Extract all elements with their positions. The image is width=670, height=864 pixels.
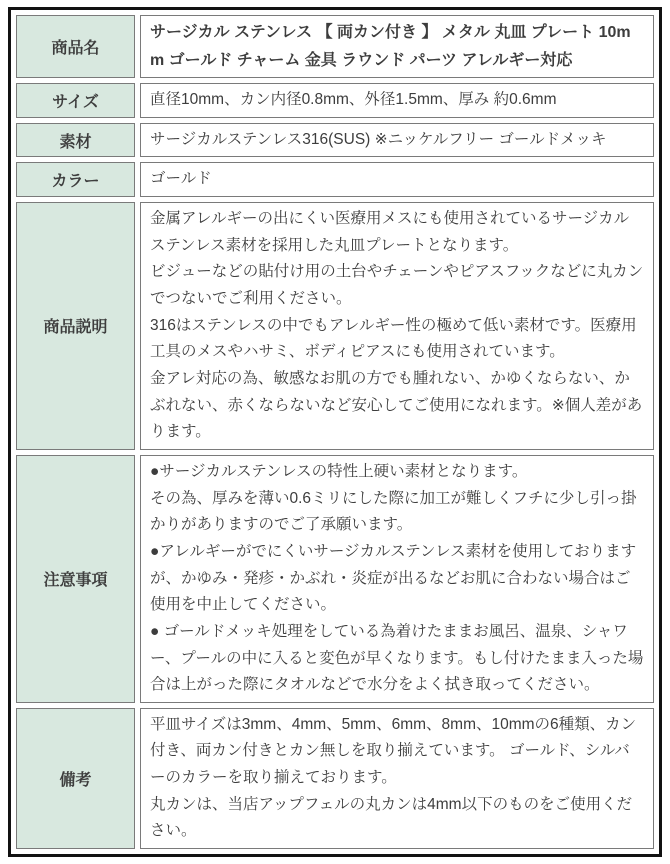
spec-line: 金属アレルギーの出にくい医療用メスにも使用されているサージカルステンレス素材を採用した丸皿プレートとなります。 [150,210,630,254]
spec-row [16,123,654,158]
spec-row-label: 素材 [16,123,135,158]
spec-line: ●サージカルステンレスの特性上硬い素材となります。 [150,462,528,480]
spec-row-content [140,455,654,703]
spec-row [16,455,654,703]
spec-line: 平皿サイズは3mm、4mm、5mm、6mm、8mm、10mmの6種類、カン付き、両カン付きとカン無しを取り揃えています。 ゴールド、シルバーのカラーを取り揃えております。 [150,715,637,787]
spec-row-label: サイズ [16,83,135,118]
spec-line: 316はステンレスの中でもアレルギー性の極めて低い素材です。医療用工具のメスやハサミ、ボディピアスにも使用されています。 [150,316,637,361]
spec-line: ●アレルギーがでにくいサージカルステンレス素材を使用しておりますが、かゆみ・発疹・かぶれ・炎症が出るなどお肌に合わない場合はご使用を中止してください。 [150,542,637,614]
spec-rows [16,15,654,849]
spec-line: 金アレ対応の為、敏感なお肌の方でも腫れない、かゆくならない、かぶれない、赤くならないなど安心してご使用になれます。※個人差があります。 [150,369,643,441]
spec-line: ビジューなどの貼付け用の土台やチェーンやピアスフックなどに丸カンでつないでご利用ください。 [150,263,644,307]
spec-row-label: 商品名 [16,15,135,78]
spec-line: 直径10mm、カン内径0.8mm、外径1.5mm、厚み 約0.6mm [150,91,557,109]
spec-line: サージカル ステンレス 【 両カン付き 】 メタル 丸皿 プレート 10mm ゴールド チャーム 金具 ラウンド パーツ アレルギー対応 [150,24,631,69]
spec-line: ● ゴールドメッキ処理をしている為着けたままお風呂、温泉、シャワー、プールの中に入ると変色が早くなります。もし付けたまま入った場合は上がった際にタオルなどで水分をよく拭き取ってください。 [150,622,644,694]
spec-line: その為、厚みを薄い0.6ミリにした際に加工が難しくフチに少し引っ掛かりがありますのでご了承願います。 [150,489,637,534]
spec-line: 丸カンは、当店アップフェルの丸カンは4mm以下のものをご使用ください。 [150,795,633,840]
spec-row-label: 備考 [16,708,135,849]
spec-row [16,708,654,849]
spec-row [16,83,654,118]
product-spec-table [8,7,662,857]
spec-row-content [140,202,654,450]
spec-row-content [140,708,654,849]
spec-row-content [140,15,654,78]
spec-row [16,15,654,78]
spec-row [16,162,654,197]
spec-row-label: 注意事項 [16,455,135,703]
spec-row-content [140,123,654,158]
spec-row-label: 商品説明 [16,202,135,450]
spec-row-content [140,83,654,118]
spec-row [16,202,654,450]
spec-row-content [140,162,654,197]
spec-row-label: カラー [16,162,135,197]
spec-line: サージカルステンレス316(SUS) ※ニッケルフリー ゴールドメッキ [150,130,607,148]
spec-line: ゴールド [150,170,212,188]
